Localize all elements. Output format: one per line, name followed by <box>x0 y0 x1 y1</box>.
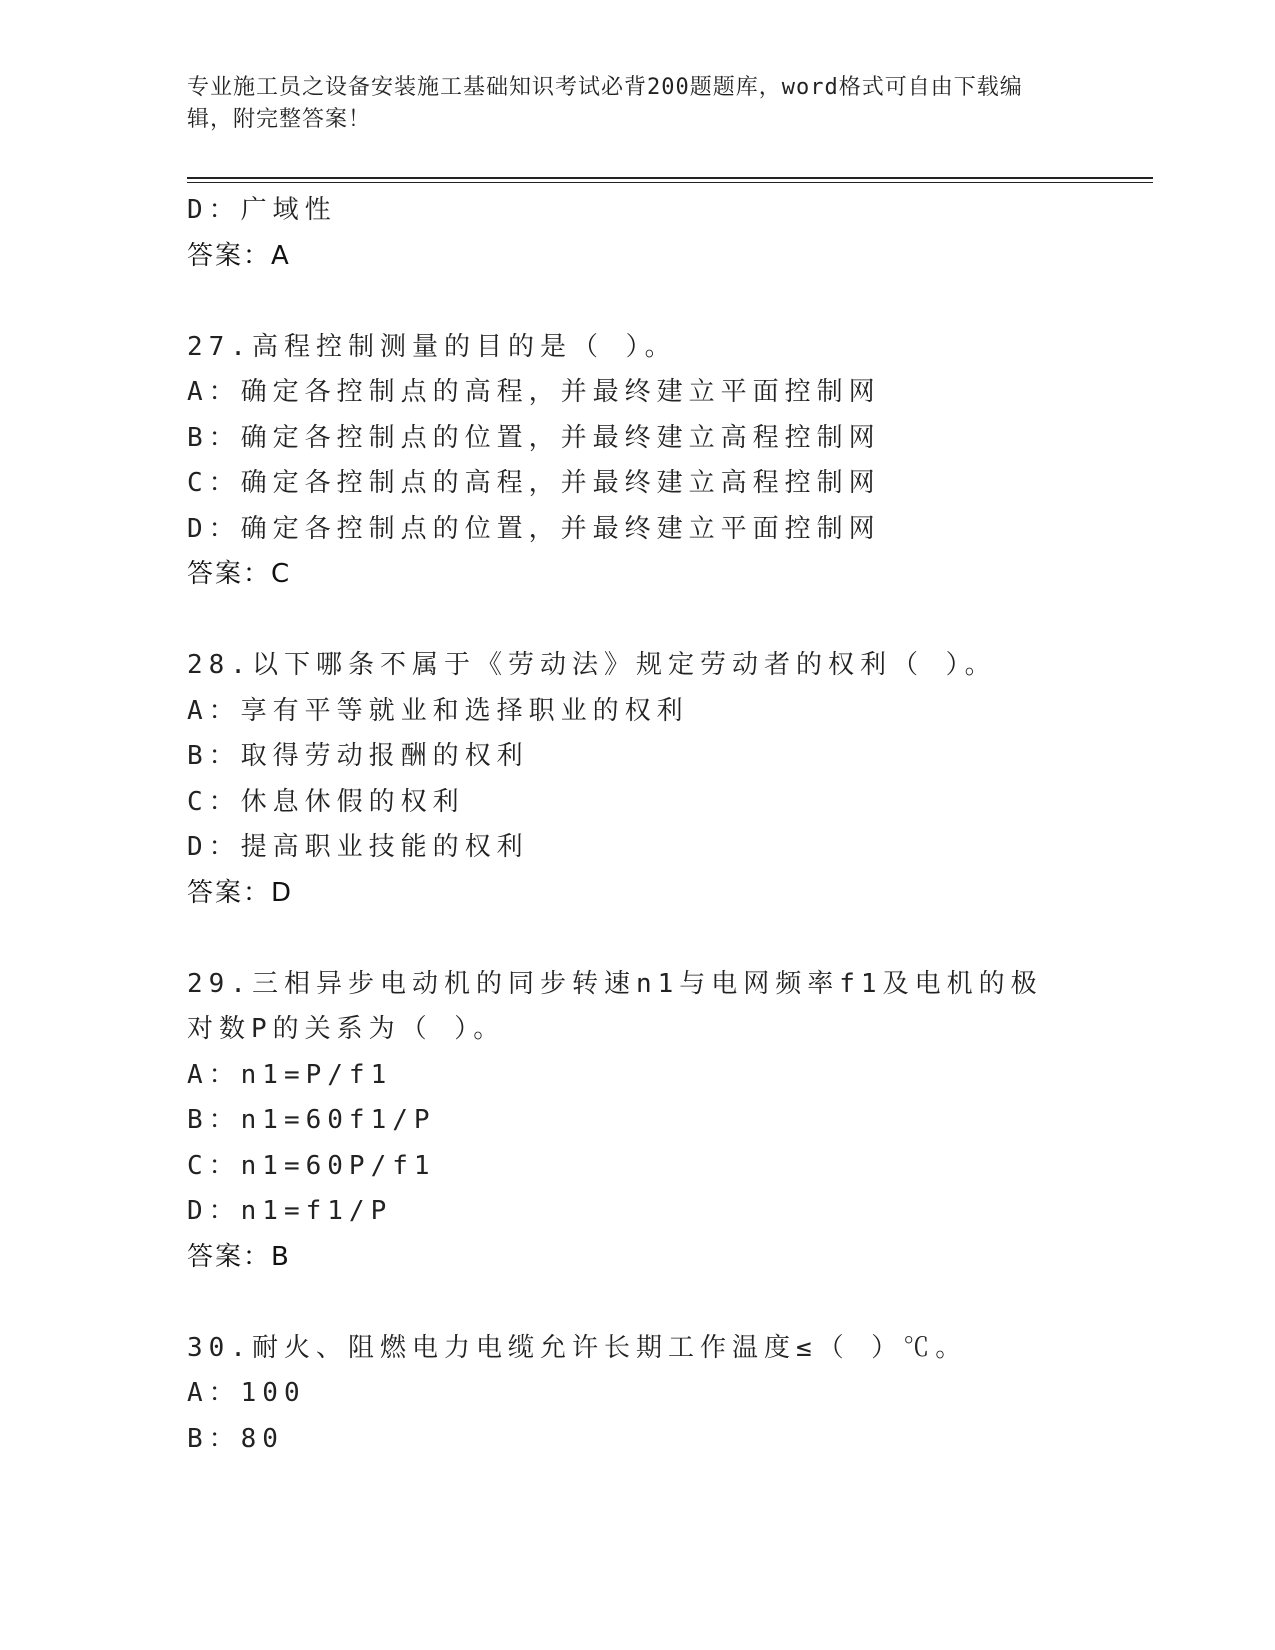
question-27-option-a: A：确定各控制点的高程，并最终建立平面控制网 <box>187 377 881 407</box>
question-30-option-b: B：80 <box>187 1423 284 1454</box>
header-divider-thin <box>187 182 1153 183</box>
question-28-option-c: C：休息休假的权利 <box>187 786 465 817</box>
question-27-stem: 27.高程控制测量的目的是（ ）。 <box>187 331 677 362</box>
question-27-answer: 答案：C <box>187 559 292 589</box>
question-28-option-d: D：提高职业技能的权利 <box>187 832 529 862</box>
question-30-option-a: A：100 <box>187 1378 306 1408</box>
question-28-option-b: B：取得劳动报酬的权利 <box>187 741 529 771</box>
question-27-option-c: C：确定各控制点的高程，并最终建立高程控制网 <box>187 468 881 498</box>
prev-question-option-d: D：广域性 <box>187 195 337 225</box>
document-header-title: 专业施工员之设备安装施工基础知识考试必背200题题库，word格式可自由下载编辑，附完整答案！ <box>187 75 1023 132</box>
prev-question-answer: 答案：A <box>187 240 291 271</box>
question-30-stem: 30.耐火、阻燃电力电缆允许长期工作温度≤（ ）℃。 <box>187 1332 968 1363</box>
question-29-stem: 29.三相异步电动机的同步转速n1与电网频率f1及电机的极对数P的关系为（ ）。 <box>187 968 1043 1044</box>
question-29-option-a: A：n1=P/f1 <box>187 1059 393 1090</box>
question-27-option-d: D：确定各控制点的位置，并最终建立平面控制网 <box>187 513 881 544</box>
spacer <box>187 598 1153 644</box>
question-29-option-d: D：n1=f1/P <box>187 1196 393 1226</box>
question-28-answer: 答案：D <box>187 877 294 908</box>
spacer <box>187 916 1153 962</box>
question-29-option-b: B：n1=60f1/P <box>187 1105 436 1135</box>
question-27-option-b: B：确定各控制点的位置，并最终建立高程控制网 <box>187 422 881 453</box>
spacer <box>187 1280 1153 1326</box>
question-29-option-c: C：n1=60P/f1 <box>187 1150 436 1181</box>
spacer <box>187 279 1153 325</box>
question-28-option-a: A：享有平等就业和选择职业的权利 <box>187 695 689 726</box>
question-28-stem: 28.以下哪条不属于《劳动法》规定劳动者的权利（ ）。 <box>187 650 997 680</box>
question-29-answer: 答案：B <box>187 1241 291 1272</box>
header-divider-thick <box>187 177 1153 179</box>
question-content <box>187 188 1153 1462</box>
